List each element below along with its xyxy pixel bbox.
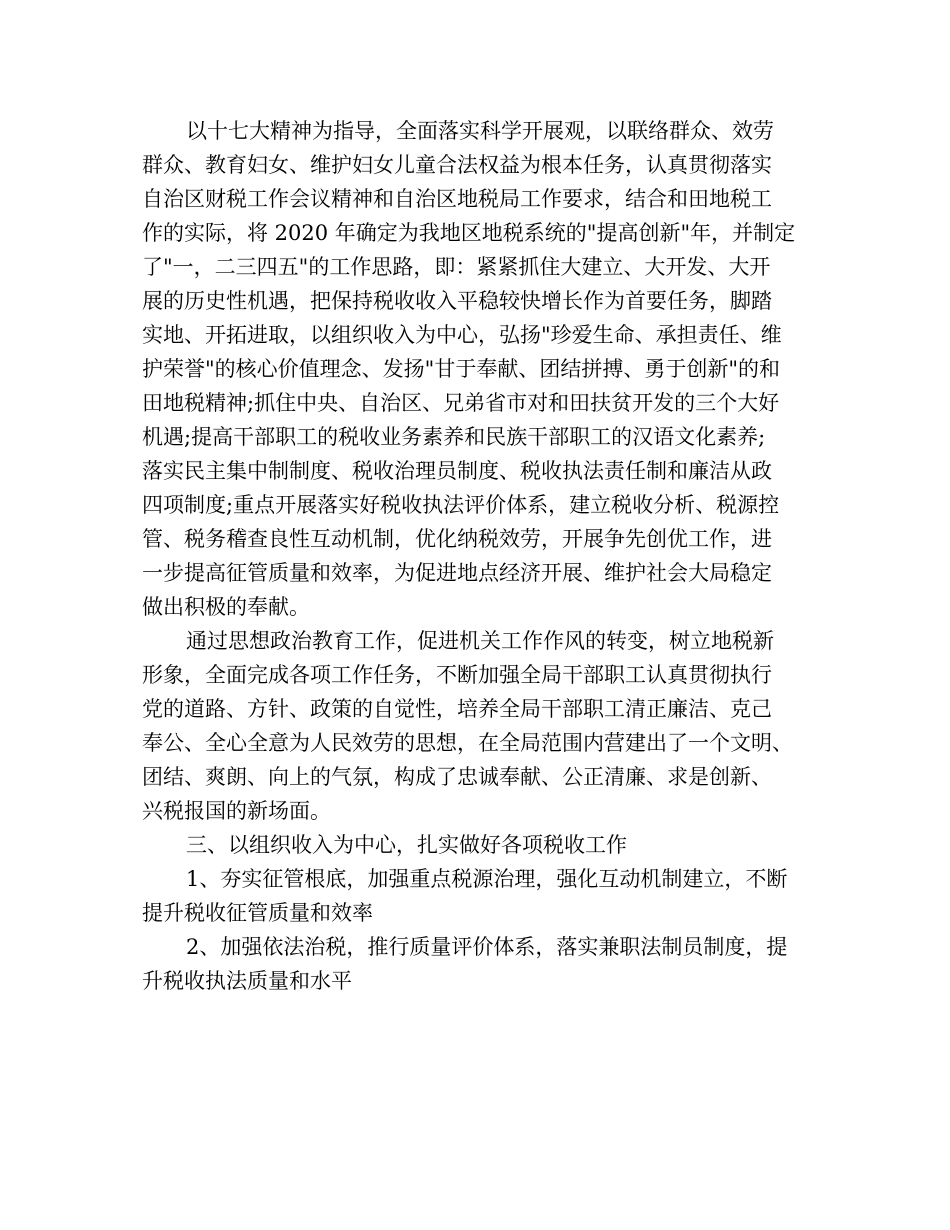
text-line: 升税收执法质量和水平 bbox=[142, 969, 352, 993]
text-line: 自治区财税工作会议精神和自治区地税局工作要求，结合和田地税工 bbox=[142, 187, 772, 211]
text-line: 群众、教育妇女、维护妇女儿童合法权益为根本任务，认真贯彻落实 bbox=[142, 153, 772, 177]
text-line: 做出积极的奉献。 bbox=[142, 595, 310, 619]
text-line: 落实民主集中制制度、税收治理员制度、税收执法责任制和廉洁从政 bbox=[142, 459, 772, 483]
text-line: 1、夯实征管根底，加强重点税源治理，强化互动机制建立，不断 bbox=[186, 867, 788, 891]
text-line: 提升税收征管质量和效率 bbox=[142, 901, 373, 925]
text-line: 四项制度;重点开展落实好税收执法评价体系，建立税收分析、税源控 bbox=[142, 493, 780, 517]
text-line: 奉公、全心全意为人民效劳的思想，在全局范围内营建出了一个文明、 bbox=[142, 731, 793, 755]
document-body bbox=[142, 114, 822, 998]
text-line: 机遇;提高干部职工的税收业务素养和民族干部职工的汉语文化素养; bbox=[142, 425, 766, 449]
text-line: 以十七大精神为指导，全面落实科学开展观，以联络群众、效劳 bbox=[186, 119, 774, 143]
text-line: 通过思想政治教育工作，促进机关工作作风的转变，树立地税新 bbox=[186, 629, 774, 653]
text-line: 团结、爽朗、向上的气氛，构成了忠诚奉献、公正清廉、求是创新、 bbox=[142, 765, 772, 789]
text-line: 党的道路、方针、政策的自觉性，培养全局干部职工清正廉洁、克己 bbox=[142, 697, 772, 721]
text-line: 三、以组织收入为中心，扎实做好各项税收工作 bbox=[186, 833, 627, 857]
text-line: 了"一，二三四五"的工作思路，即：紧紧抓住大建立、大开发、大开 bbox=[142, 255, 771, 279]
text-line: 田地税精神;抓住中央、自治区、兄弟省市对和田扶贫开发的三个大好 bbox=[142, 391, 780, 415]
text-line: 管、税务稽查良性互动机制，优化纳税效劳，开展争先创优工作，进 bbox=[142, 527, 772, 551]
text-line: 2、加强依法治税，推行质量评价体系，落实兼职法制员制度，提 bbox=[186, 935, 788, 959]
text-line: 作的实际，将 2020 年确定为我地区地税系统的"提高创新"年，并制定 bbox=[142, 221, 796, 245]
text-line: 展的历史性机遇，把保持税收收入平稳较快增长作为首要任务，脚踏 bbox=[142, 289, 772, 313]
text-line: 形象，全面完成各项工作任务，不断加强全局干部职工认真贯彻执行 bbox=[142, 663, 772, 687]
text-line: 一步提高征管质量和效率，为促进地点经济开展、维护社会大局稳定 bbox=[142, 561, 772, 585]
text-line: 实地、开拓进取，以组织收入为中心，弘扬"珍爱生命、承担责任、维 bbox=[142, 323, 782, 347]
text-line: 护荣誉"的核心价值理念、发扬"甘于奉献、团结拼搏、勇于创新"的和 bbox=[142, 357, 780, 381]
text-line: 兴税报国的新场面。 bbox=[142, 799, 331, 823]
